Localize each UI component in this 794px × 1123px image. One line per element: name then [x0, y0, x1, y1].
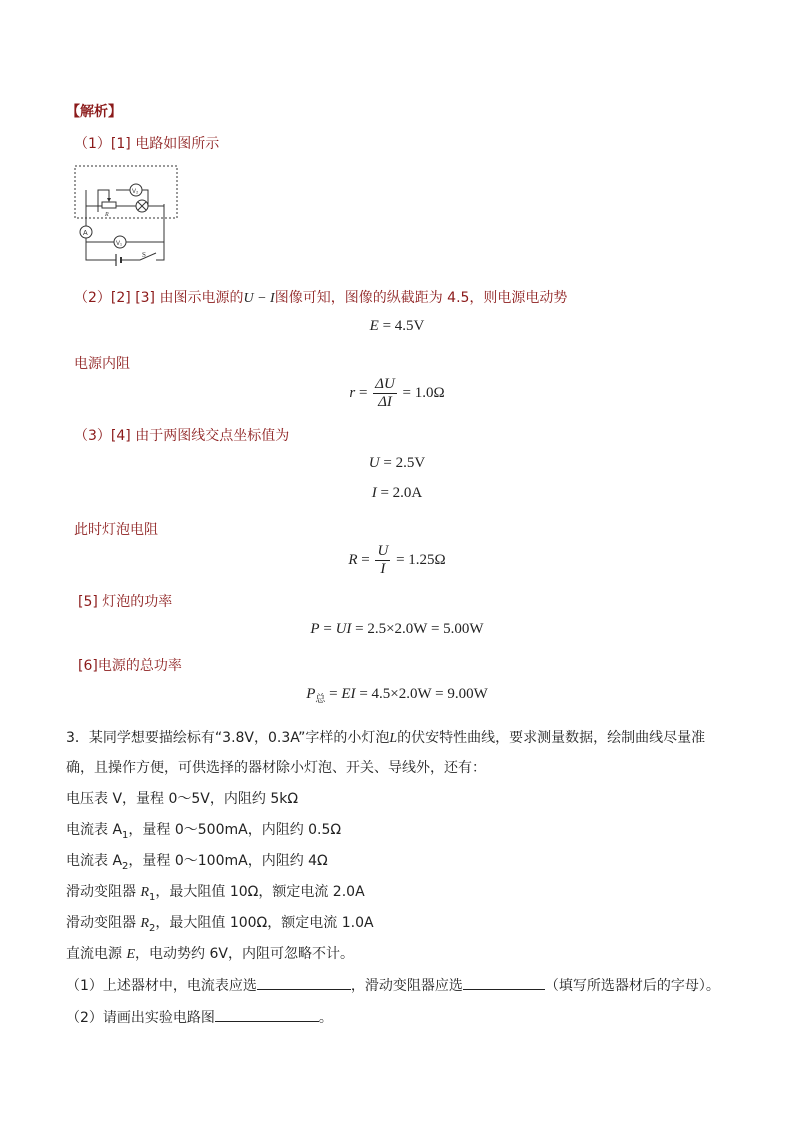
part1-text: （1）[1] 电路如图所示 — [74, 136, 220, 152]
bulb-resistance-label: 此时灯泡电阻 — [74, 522, 158, 538]
answer-blank-ammeter[interactable] — [257, 975, 351, 990]
slider-arrow-icon — [107, 198, 111, 202]
equation-internal-resistance: r = $\frac{\Delta U}{\Delta I}$ = 1.0Ω — [349, 376, 445, 410]
equation-bulb-resistance: R = $\frac{U}{I}$ = 1.25Ω — [348, 543, 446, 577]
left-wire — [86, 190, 112, 260]
question3-line2: 确，且操作方便，可供选择的器材除小灯泡、开关、导线外，还有： — [66, 760, 486, 776]
equation-total-power: $P_总$ = EI = 4.5×2.0W = 9.00W — [306, 686, 488, 705]
part2-text: （2）[2] [3] 由图示电源的U − I图像可知，图像的纵截距为 4.5，则电源电动势 — [74, 290, 568, 306]
dashed-box — [75, 166, 177, 218]
analysis-heading: 【解析】 — [66, 104, 122, 120]
question3-line1: 3．某同学想要描绘标有“3.8V，0.3A”字样的小灯泡L的伏安特性曲线，要求测量数据，绘制曲线尽量准 — [66, 730, 706, 746]
right-wire — [156, 204, 164, 260]
equipment-rheostat-r2: 滑动变阻器 $R_2$，最大阻值 100Ω，额定电流 1.0A — [66, 915, 374, 934]
voltmeter-v1-label: V₁ — [116, 241, 123, 247]
equipment-ammeter-a1: 电流表 $A_1$，量程 0～500mA，内阻约 0.5Ω — [66, 822, 342, 841]
ammeter-label: A — [83, 230, 88, 237]
subquestion-2: （2）请画出实验电路图 。 — [66, 1007, 333, 1027]
equipment-ammeter-a2: 电流表 $A_2$，量程 0～100mA，内阻约 4Ω — [66, 853, 328, 872]
answer-blank-circuit[interactable] — [215, 1007, 319, 1022]
equation-bulb-power: P = UI = 2.5×2.0W = 5.00W — [310, 621, 484, 637]
switch-label: S — [142, 251, 146, 259]
equipment-power-source: 直流电源 E，电动势约 6V，内阻可忽略不计。 — [66, 946, 354, 962]
switch-wire — [126, 253, 156, 260]
answer-blank-rheostat[interactable] — [463, 975, 545, 990]
rheostat-slider-wire — [98, 190, 109, 212]
internal-resistance-label: 电源内阻 — [74, 356, 130, 372]
equation-current: I = 2.0A — [371, 485, 423, 501]
voltmeter-v2-label: V₂ — [132, 189, 139, 195]
rheostat-label: R — [105, 212, 109, 218]
equation-emf: E = 4.5V — [369, 318, 425, 334]
equipment-rheostat-r1: 滑动变阻器 $R_1$，最大阻值 10Ω，额定电流 2.0A — [66, 884, 365, 903]
part5-text: [5] 灯泡的功率 — [78, 594, 173, 610]
rheostat — [102, 202, 116, 208]
equipment-voltmeter: 电压表 V，量程 0～5V，内阻约 5kΩ — [66, 791, 299, 807]
equation-voltage: U = 2.5V — [368, 455, 426, 471]
part6-text: [6]电源的总功率 — [78, 658, 182, 674]
part3-text: （3）[4] 由于两图线交点坐标值为 — [74, 428, 290, 444]
circuit-diagram — [74, 160, 184, 270]
subquestion-1: （1）上述器材中，电流表应选 ，滑动变阻器应选 （填写所选器材后的字母）。 — [66, 975, 720, 995]
